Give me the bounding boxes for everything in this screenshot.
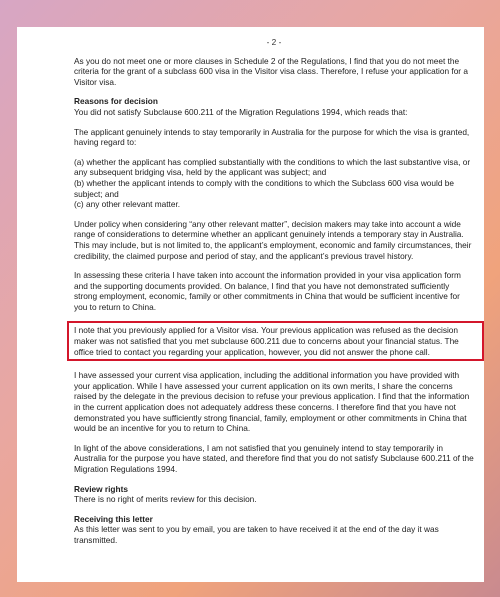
reasons-paragraph-2: The applicant genuinely intends to stay temporarily in Australia for the purpose for which the visa is granted, having regard to: [74,126,470,148]
reasons-paragraph-5: I have assessed your current visa application, including the additional information you have provided with your application. While I have assessed your current application on its own merits, I share the concerns raised by the delegate in the previous decision to refuse your previous application. I find that the information in the current application does not adequately address these concerns. I therefore find that you have not demonstrated you have sufficiently strong financial, family, employment or other commitments in China that would be an incentive for you to return to China. [74,370,470,434]
review-heading: Review rights [74,483,128,494]
criteria-item-a: (a) whether the applicant has complied substantially with the conditions to which the last substantive visa, or any subsequent bridging visa, held by the applicant was subject; and [74,156,471,178]
page-number: - 2 - [266,37,282,47]
criteria-list [74,157,474,210]
intro-paragraph: As you do not meet one or more clauses in Schedule 2 of the Regulations, I find that you do not meet the criteria for the grant of a subclass 600 visa in the Visitor visa class. Therefore, I refuse your application for a Visitor visa. [74,55,468,87]
highlighted-paragraph: I note that you previously applied for a Visitor visa. Your previous application was refused as the decision maker was not satisfied that you met subclause 600.211 due to concerns about your financial status. The office tried to contact you regarding your application, however, you did not answer the phone call. [74,325,459,357]
reasons-paragraph-1: You did not satisfy Subclause 600.211 of the Migration Regulations 1994, which reads that: [74,106,408,117]
reasons-paragraph-4: In assessing these criteria I have taken into account the information provided in your visa application form and the supporting documents provided. On balance, I find that you have not demonstrated sufficiently strong employment, economic, family or other commitments in China that would be sufficient incentive for you to return to China. [74,270,461,312]
receiving-text: As this letter was sent to you by email, you are taken to have received it at the end of the day it was transmitted. [74,524,439,545]
reasons-paragraph-3: Under policy when considering “any other relevant matter”, decision makers may take into account a wide range of considerations to determine whether an applicant genuinely intends a temporary stay in Australia. This may include, but is not limited to, the applicant’s employment, economic and family circumstances, their credibility, the claimed purpose and period of stay, and the applicant’s previous travel history. [74,218,472,261]
receiving-heading: Receiving this letter [74,513,153,524]
reasons-heading: Reasons for decision [74,96,158,107]
reasons-paragraph-6: In light of the above considerations, I am not satisfied that you genuinely intend to stay temporarily in Australia for the purpose you have stated, and therefore find that you do not satisfy Subclause 600.211 of the Migration Regulations 1994. [74,442,474,474]
criteria-item-c: (c) any other relevant matter. [74,199,181,210]
criteria-item-b: (b) whether the applicant intends to comply with the conditions to which the Subclass 600 visa would be subject; and [74,177,455,199]
review-text: There is no right of merits review for this decision. [74,494,257,505]
letter-page [17,27,484,582]
highlighted-paragraph-box [67,321,484,361]
